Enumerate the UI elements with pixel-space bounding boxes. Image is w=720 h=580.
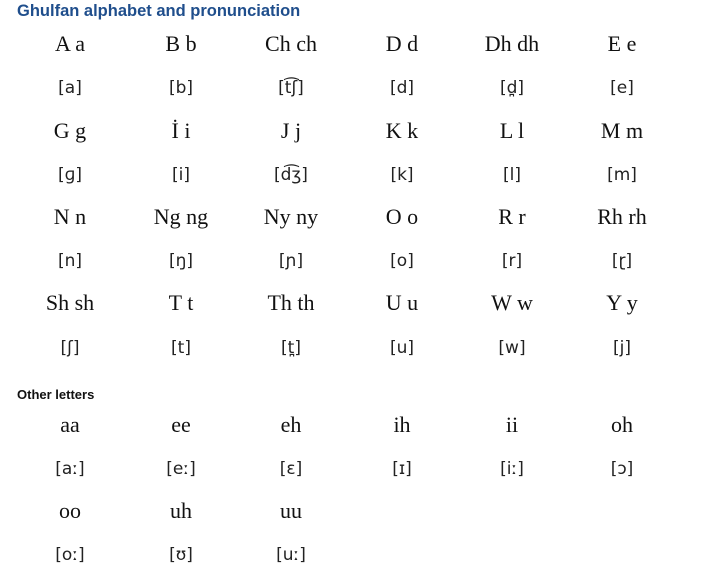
ipa-cell: [b] bbox=[168, 78, 194, 98]
ipa-cell: [ɔ] bbox=[610, 459, 634, 479]
letter-cell: ee bbox=[171, 412, 191, 437]
letter-cell: eh bbox=[280, 412, 302, 437]
letter-cell: ih bbox=[393, 412, 411, 437]
ipa-cell: [ɲ] bbox=[278, 251, 304, 271]
letter-cell: L l bbox=[499, 118, 525, 143]
letter-cell: aa bbox=[60, 412, 80, 437]
ipa-cell: [d̪] bbox=[499, 78, 525, 98]
pronunciation-row bbox=[0, 540, 720, 570]
letter-cell: G g bbox=[53, 118, 87, 143]
ipa-cell: [aː] bbox=[55, 459, 85, 479]
ipa-cell: [oː] bbox=[55, 545, 85, 565]
letter-cell: W w bbox=[491, 290, 533, 315]
letter-cell: Ny ny bbox=[263, 204, 319, 229]
letter-cell: Ch ch bbox=[265, 31, 317, 56]
ipa-cell: [m] bbox=[607, 165, 637, 185]
letter-cell: K k bbox=[385, 118, 419, 143]
ipa-cell: [t̪] bbox=[281, 338, 301, 358]
letter-cell: R r bbox=[498, 204, 526, 229]
letter-cell: J j bbox=[280, 118, 302, 143]
letter-cell: E e bbox=[607, 31, 637, 56]
letter-cell: B b bbox=[165, 31, 197, 56]
letter-cell: oo bbox=[59, 498, 81, 523]
letter-cell: Y y bbox=[606, 290, 638, 315]
letter-cell: O o bbox=[385, 204, 419, 229]
letter-row bbox=[0, 116, 720, 146]
pronunciation-row bbox=[0, 73, 720, 103]
letter-cell: Dh dh bbox=[484, 31, 540, 56]
letter-cell: A a bbox=[55, 31, 85, 56]
ipa-cell: [o] bbox=[390, 251, 414, 271]
pronunciation-row bbox=[0, 160, 720, 190]
letter-cell: D d bbox=[385, 31, 419, 56]
letter-cell: M m bbox=[600, 118, 644, 143]
letter-row bbox=[0, 288, 720, 318]
letter-cell: Ng ng bbox=[153, 204, 209, 229]
page-title: Ghulfan alphabet and pronunciation bbox=[17, 2, 301, 20]
ipa-cell: [eː] bbox=[166, 459, 196, 479]
ipa-cell: [l] bbox=[503, 165, 521, 185]
ipa-cell: [ŋ] bbox=[168, 251, 194, 271]
ipa-cell: [j] bbox=[613, 338, 631, 358]
letter-row bbox=[0, 202, 720, 232]
ipa-cell: [iː] bbox=[500, 459, 524, 479]
letter-cell: İ i bbox=[171, 118, 191, 143]
pronunciation-row bbox=[0, 333, 720, 363]
ipa-cell: [ɪ] bbox=[392, 459, 412, 479]
ipa-cell: [u] bbox=[389, 338, 415, 358]
letter-row bbox=[0, 29, 720, 59]
ipa-cell: [n] bbox=[57, 251, 83, 271]
ipa-cell: [t͡ʃ] bbox=[278, 78, 304, 98]
letter-cell: uh bbox=[170, 498, 192, 523]
ipa-cell: [d͡ʒ] bbox=[274, 165, 308, 185]
ipa-cell: [i] bbox=[172, 165, 190, 185]
pronunciation-row bbox=[0, 246, 720, 276]
letter-cell: ii bbox=[505, 412, 519, 437]
letter-cell: oh bbox=[611, 412, 633, 437]
letter-cell: T t bbox=[168, 290, 194, 315]
ipa-cell: [w] bbox=[498, 338, 526, 358]
ipa-cell: [t] bbox=[171, 338, 191, 358]
ipa-cell: [uː] bbox=[276, 545, 306, 565]
letter-cell: Sh sh bbox=[45, 290, 95, 315]
ipa-cell: [r] bbox=[501, 251, 523, 271]
ipa-cell: [ɛ] bbox=[279, 459, 303, 479]
letter-row bbox=[0, 410, 720, 440]
ipa-cell: [a] bbox=[58, 78, 82, 98]
letter-cell: Th th bbox=[267, 290, 315, 315]
letter-row bbox=[0, 496, 720, 526]
ipa-cell: [e] bbox=[610, 78, 634, 98]
letter-cell: Rh rh bbox=[597, 204, 647, 229]
ipa-cell: [ɡ] bbox=[57, 165, 83, 185]
ipa-cell: [ʊ] bbox=[169, 545, 193, 565]
letter-cell: N n bbox=[53, 204, 87, 229]
ipa-cell: [ɽ] bbox=[611, 251, 633, 271]
ipa-cell: [d] bbox=[389, 78, 415, 98]
pronunciation-row bbox=[0, 454, 720, 484]
letter-cell: U u bbox=[385, 290, 419, 315]
ipa-cell: [k] bbox=[390, 165, 414, 185]
letter-cell: uu bbox=[280, 498, 302, 523]
ipa-cell: [ʃ] bbox=[60, 338, 80, 358]
other-letters-heading: Other letters bbox=[17, 387, 95, 402]
